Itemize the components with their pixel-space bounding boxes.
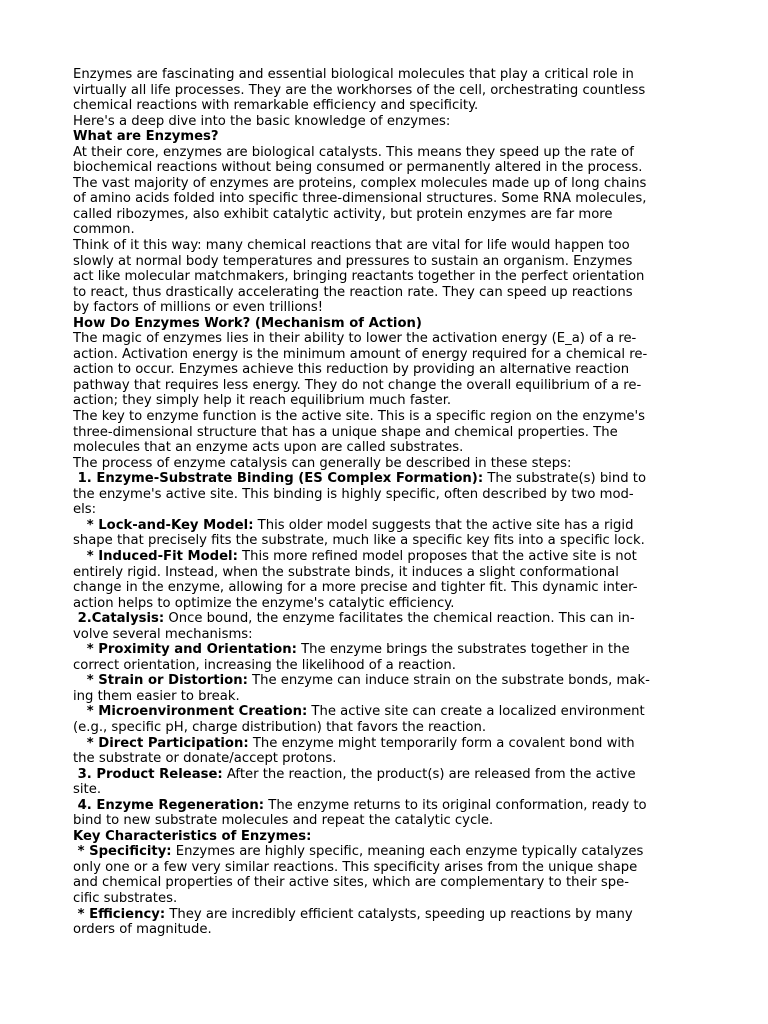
list-item [73, 673, 698, 704]
item-text: orders of magnitude. [73, 922, 212, 938]
item-label: 1. Enzyme-Substrate Binding (ES Complex Formation): [73, 471, 484, 487]
item-text: entirely rigid. Instead, when the substrate binds, it induces a slight conformational [73, 564, 619, 580]
text-line: The key to enzyme function is the active site. This is a specific region on the enzyme's [73, 409, 646, 425]
heading-text: Key Characteristics of Enzymes: [73, 828, 312, 844]
item-text: action helps to optimize the enzyme's catalytic efficiency. [73, 595, 455, 611]
text-line: act like molecular matchmakers, bringing reactants together in the perfect orientation [73, 269, 645, 285]
text-line: to react, thus drastically accelerating the reaction rate. They can speed up reactions [73, 284, 633, 300]
item-label: * Lock-and-Key Model: [73, 517, 254, 533]
section-heading [73, 129, 698, 145]
item-text: Enzymes are highly specific, meaning each enzyme typically catalyzes [171, 844, 644, 860]
item-text: correct orientation, increasing the likelihood of a reaction. [73, 657, 456, 673]
section-heading [73, 316, 698, 332]
text-line: chemical reactions with remarkable efficiency and specificity. [73, 98, 479, 114]
item-text: The enzyme might temporarily form a covalent bond with [248, 735, 635, 751]
heading-text: What are Enzymes? [73, 129, 219, 145]
paragraph [73, 67, 698, 129]
text-line: biochemical reactions without being consumed or permanently altered in the process. [73, 160, 643, 176]
list-item [73, 611, 698, 642]
list-item [73, 736, 698, 767]
section-heading [73, 829, 698, 845]
item-label: * Proximity and Orientation: [73, 642, 297, 658]
item-label: * Induced-Fit Model: [73, 548, 238, 564]
text-line: The magic of enzymes lies in their ability to lower the activation energy (E_a) of a re- [73, 331, 637, 347]
item-text: After the reaction, the product(s) are released from the active [222, 766, 636, 782]
text-line: pathway that requires less energy. They do not change the overall equilibrium of a re- [73, 377, 642, 393]
item-text: shape that precisely fits the substrate, much like a specific key fits into a specific lock. [73, 533, 645, 549]
item-text: site. [73, 782, 102, 798]
list-item [73, 704, 698, 735]
item-label: * Specificity: [73, 844, 172, 860]
item-label: * Microenvironment Creation: [73, 704, 308, 720]
item-text: volve several mechanisms: [73, 626, 253, 642]
text-line: three-dimensional structure that has a unique shape and chemical properties. The [73, 424, 618, 440]
item-text: (e.g., specific pH, charge distribution) that favors the reaction. [73, 719, 487, 735]
item-label: 4. Enzyme Regeneration: [73, 797, 265, 813]
heading-text: How Do Enzymes Work? (Mechanism of Action) [73, 315, 422, 331]
list-item [73, 549, 698, 611]
item-text: bind to new substrate molecules and repeat the catalytic cycle. [73, 813, 494, 829]
item-text: The enzyme returns to its original conformation, ready to [264, 797, 647, 813]
item-text: The enzyme brings the substrates together in the [296, 642, 630, 658]
paragraph [73, 331, 698, 471]
text-line: action to occur. Enzymes achieve this reduction by providing an alternative reaction [73, 362, 630, 378]
item-text: They are incredibly efficient catalysts, speeding up reactions by many [165, 906, 633, 922]
document-page [73, 67, 698, 938]
text-line: molecules that an enzyme acts upon are called substrates. [73, 440, 464, 456]
list-item [73, 471, 698, 518]
text-line: Think of it this way: many chemical reactions that are vital for life would happen too [73, 238, 630, 254]
text-line: At their core, enzymes are biological catalysts. This means they speed up the rate of [73, 144, 634, 160]
item-label: 2.Catalysis: [73, 611, 165, 627]
text-line: The vast majority of enzymes are proteins, complex molecules made up of long chains [73, 175, 647, 191]
item-text: The enzyme can induce strain on the substrate bonds, mak- [247, 673, 650, 689]
paragraph [73, 145, 698, 316]
item-text: the enzyme's active site. This binding is highly specific, often described by two mod- [73, 486, 634, 502]
text-line: called ribozymes, also exhibit catalytic activity, but protein enzymes are far more [73, 206, 613, 222]
list-item [73, 518, 698, 549]
item-text: change in the enzyme, allowing for a more precise and tighter fit. This dynamic inter- [73, 580, 638, 596]
text-line: by factors of millions or even trillions! [73, 300, 324, 316]
list-item [73, 642, 698, 673]
text-line: action. Activation energy is the minimum amount of energy required for a chemical re- [73, 346, 648, 362]
item-label: * Strain or Distortion: [73, 673, 248, 689]
list-item [73, 798, 698, 829]
item-text: The substrate(s) bind to [483, 471, 647, 487]
text-line: of amino acids folded into specific three-dimensional structures. Some RNA molecules, [73, 191, 647, 207]
text-line: slowly at normal body temperatures and pressures to sustain an organism. Enzymes [73, 253, 633, 269]
item-text: Once bound, the enzyme facilitates the chemical reaction. This can in- [164, 611, 635, 627]
item-label: * Direct Participation: [73, 735, 249, 751]
text-line: common. [73, 222, 135, 238]
item-text: only one or a few very similar reactions. This specificity arises from the unique shape [73, 859, 638, 875]
list-item [73, 907, 698, 938]
item-text: This more refined model proposes that the active site is not [237, 548, 637, 564]
item-text: This older model suggests that the active site has a rigid [253, 517, 634, 533]
text-line: virtually all life processes. They are the workhorses of the cell, orchestrating countless [73, 82, 646, 98]
text-line: action; they simply help it reach equilibrium much faster. [73, 393, 452, 409]
text-line: Here's a deep dive into the basic knowledge of enzymes: [73, 113, 451, 129]
item-text: cific substrates. [73, 890, 178, 906]
item-text: els: [73, 502, 97, 518]
item-text: ing them easier to break. [73, 688, 240, 704]
item-label: * Efficiency: [73, 906, 166, 922]
item-text: and chemical properties of their active sites, which are complementary to their spe- [73, 875, 629, 891]
item-label: 3. Product Release: [73, 766, 223, 782]
text-line: The process of enzyme catalysis can generally be described in these steps: [73, 455, 572, 471]
list-item [73, 844, 698, 906]
item-text: the substrate or donate/accept protons. [73, 751, 337, 767]
list-item [73, 767, 698, 798]
item-text: The active site can create a localized environment [307, 704, 645, 720]
text-line: Enzymes are fascinating and essential biological molecules that play a critical role in [73, 67, 634, 82]
